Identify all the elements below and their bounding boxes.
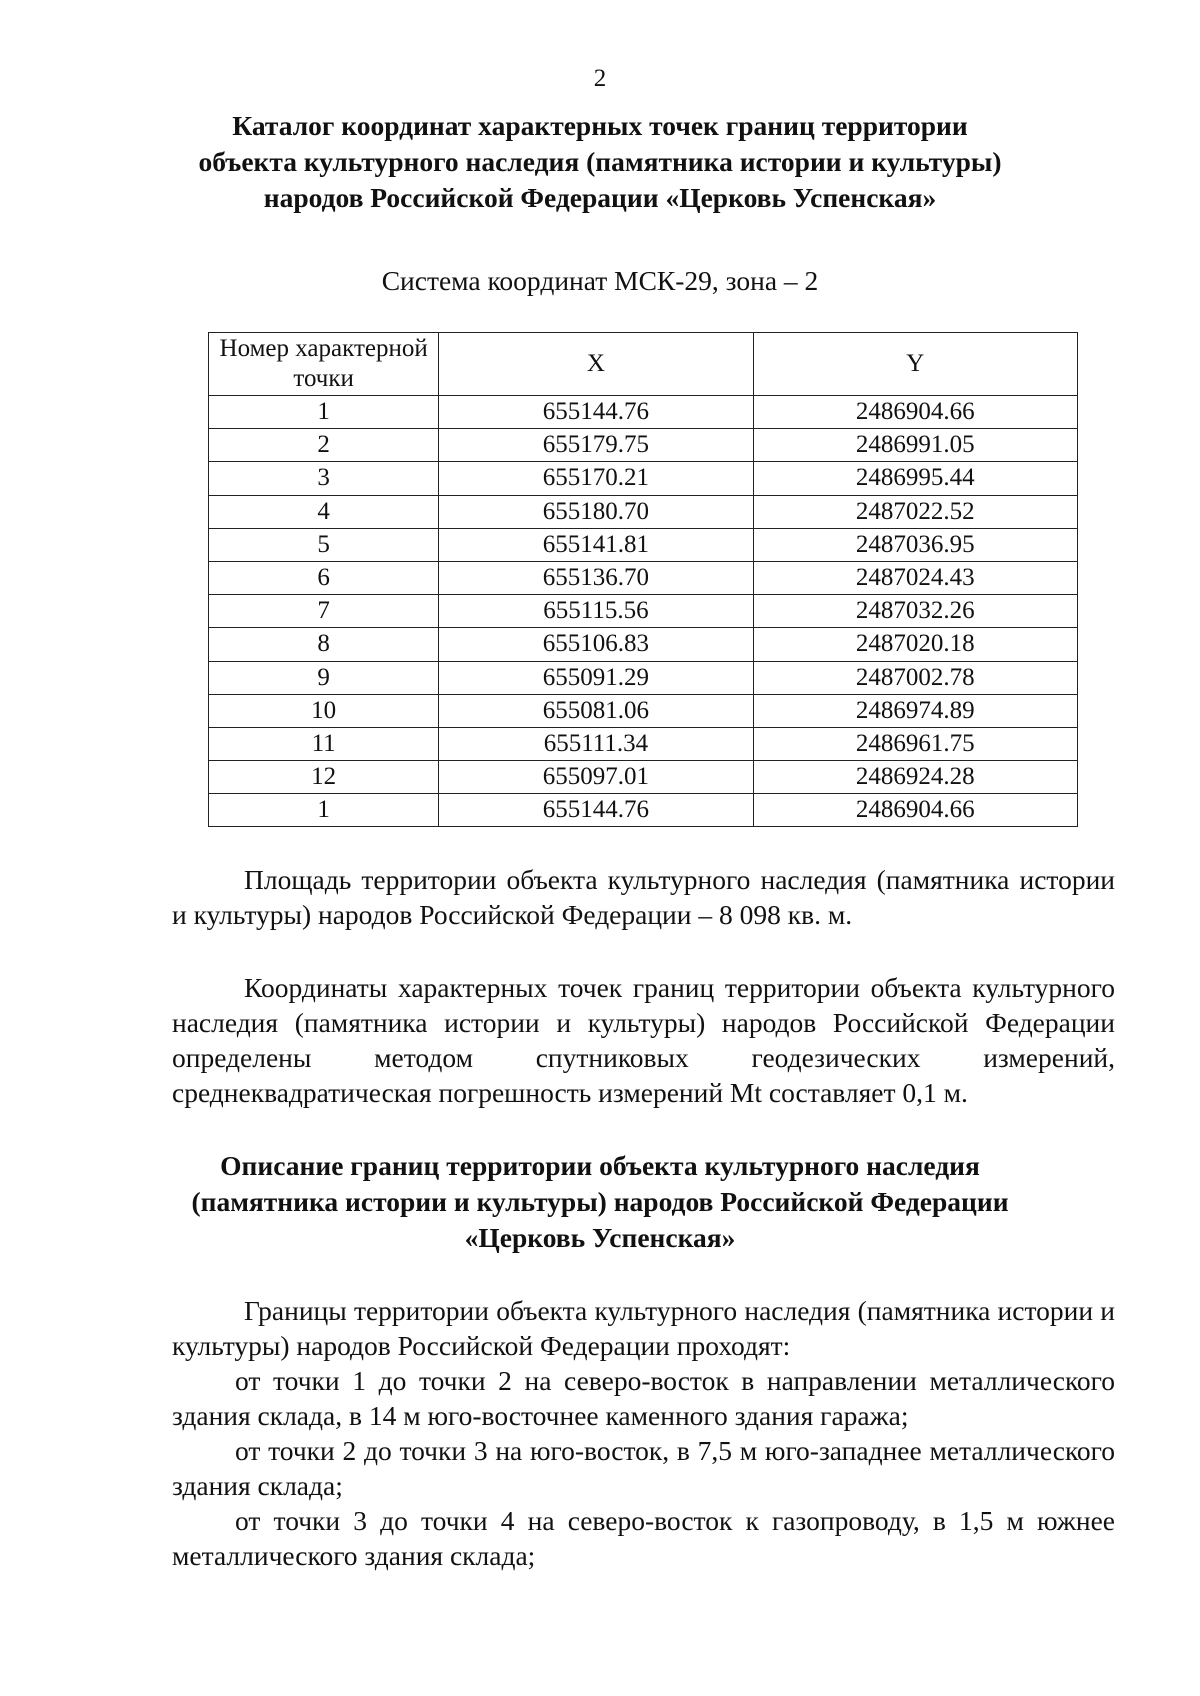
boundary-segment: от точки 3 до точки 4 на северо-восток к газопроводу, в 1,5 м южнее металлического здания склада;: [172, 1505, 1115, 1571]
table-row: [209, 727, 1078, 760]
catalog-title: [150, 108, 1050, 216]
table-row: [209, 462, 1078, 495]
point-number-cell: 1: [209, 396, 439, 429]
boundary-segment: от точки 1 до точки 2 на северо-восток в направлении металлического здания склада, в 14 м юго-восточнее каменного здания гаража;: [172, 1365, 1115, 1431]
description-title: [150, 1148, 1050, 1256]
point-number-cell: 7: [209, 595, 439, 628]
point-number-cell: 10: [209, 694, 439, 727]
description-title-line: Описание границ территории объекта культурного наследия: [220, 1150, 980, 1181]
x-cell: 655106.83: [439, 628, 753, 661]
x-cell: 655136.70: [439, 561, 753, 594]
table-row: [209, 396, 1078, 429]
x-cell: 655115.56: [439, 595, 753, 628]
point-number-cell: 12: [209, 761, 439, 794]
area-paragraph: [172, 862, 1115, 932]
table-row: [209, 761, 1078, 794]
description-title-line: «Церковь Успенская»: [464, 1222, 736, 1253]
table-row: [209, 661, 1078, 694]
x-cell: 655144.76: [439, 794, 753, 827]
x-cell: 655179.75: [439, 429, 753, 462]
y-cell: 2487022.52: [753, 495, 1077, 528]
y-cell: 2486991.05: [753, 429, 1077, 462]
y-cell: 2486904.66: [753, 396, 1077, 429]
x-cell: 655111.34: [439, 727, 753, 760]
boundaries-intro: Границы территории объекта культурного наследия (памятника истории и культуры) народов Российской Федерации проходят:: [172, 1295, 1115, 1361]
point-number-cell: 9: [209, 661, 439, 694]
table-row: [209, 528, 1078, 561]
x-cell: 655144.76: [439, 396, 753, 429]
y-cell: 2486995.44: [753, 462, 1077, 495]
point-number-cell: 2: [209, 429, 439, 462]
point-number-cell: 4: [209, 495, 439, 528]
description-title-line: (памятника истории и культуры) народов Российской Федерации: [191, 1186, 1009, 1217]
y-cell: 2486924.28: [753, 761, 1077, 794]
x-cell: 655091.29: [439, 661, 753, 694]
page-number: 2: [593, 65, 607, 92]
header-x: X: [439, 333, 753, 396]
x-cell: 655081.06: [439, 694, 753, 727]
boundary-description: [172, 1293, 1115, 1573]
method-paragraph-text: Координаты характерных точек границ территории объекта культурного наследия (памятника истории и культуры) народов Российской Федерации определены методом спутниковых геодезических измерений, среднеквадратическая погрешность измерений Mt составляет 0,1 м.: [172, 972, 1115, 1108]
point-number-cell: 1: [209, 794, 439, 827]
boundary-segment: от точки 2 до точки 3 на юго-восток, в 7,5 м юго-западнее металлического здания склада;: [172, 1435, 1115, 1501]
header-point-number: Номер характерной точки: [209, 333, 439, 396]
table-row: [209, 495, 1078, 528]
point-number-cell: 5: [209, 528, 439, 561]
y-cell: 2486961.75: [753, 727, 1077, 760]
y-cell: 2487036.95: [753, 528, 1077, 561]
y-cell: 2487032.26: [753, 595, 1077, 628]
point-number-cell: 3: [209, 462, 439, 495]
table-header-row: [209, 333, 1078, 396]
point-number-cell: 6: [209, 561, 439, 594]
area-paragraph-text: Площадь территории объекта культурного наследия (памятника истории и культуры) народов Российской Федерации – 8 098 кв. м.: [172, 864, 1115, 930]
y-cell: 2487002.78: [753, 661, 1077, 694]
table-row: [209, 429, 1078, 462]
catalog-title-line: народов Российской Федерации «Церковь Успенская»: [263, 182, 937, 213]
table-row: [209, 595, 1078, 628]
x-cell: 655170.21: [439, 462, 753, 495]
y-cell: 2486974.89: [753, 694, 1077, 727]
method-paragraph: [172, 970, 1115, 1110]
x-cell: 655097.01: [439, 761, 753, 794]
table-row: [209, 794, 1078, 827]
x-cell: 655141.81: [439, 528, 753, 561]
point-number-cell: 8: [209, 628, 439, 661]
y-cell: 2486904.66: [753, 794, 1077, 827]
y-cell: 2487024.43: [753, 561, 1077, 594]
header-y: Y: [753, 333, 1077, 396]
x-cell: 655180.70: [439, 495, 753, 528]
catalog-title-line: объекта культурного наследия (памятника истории и культуры): [198, 146, 1002, 177]
y-cell: 2487020.18: [753, 628, 1077, 661]
point-number-cell: 11: [209, 727, 439, 760]
table-row: [209, 561, 1078, 594]
catalog-title-line: Каталог координат характерных точек границ территории: [232, 110, 968, 141]
coordinate-system-label: Система координат МСК-29, зона – 2: [381, 265, 819, 296]
table-row: [209, 694, 1078, 727]
table-row: [209, 628, 1078, 661]
coordinates-table: [208, 332, 1078, 827]
